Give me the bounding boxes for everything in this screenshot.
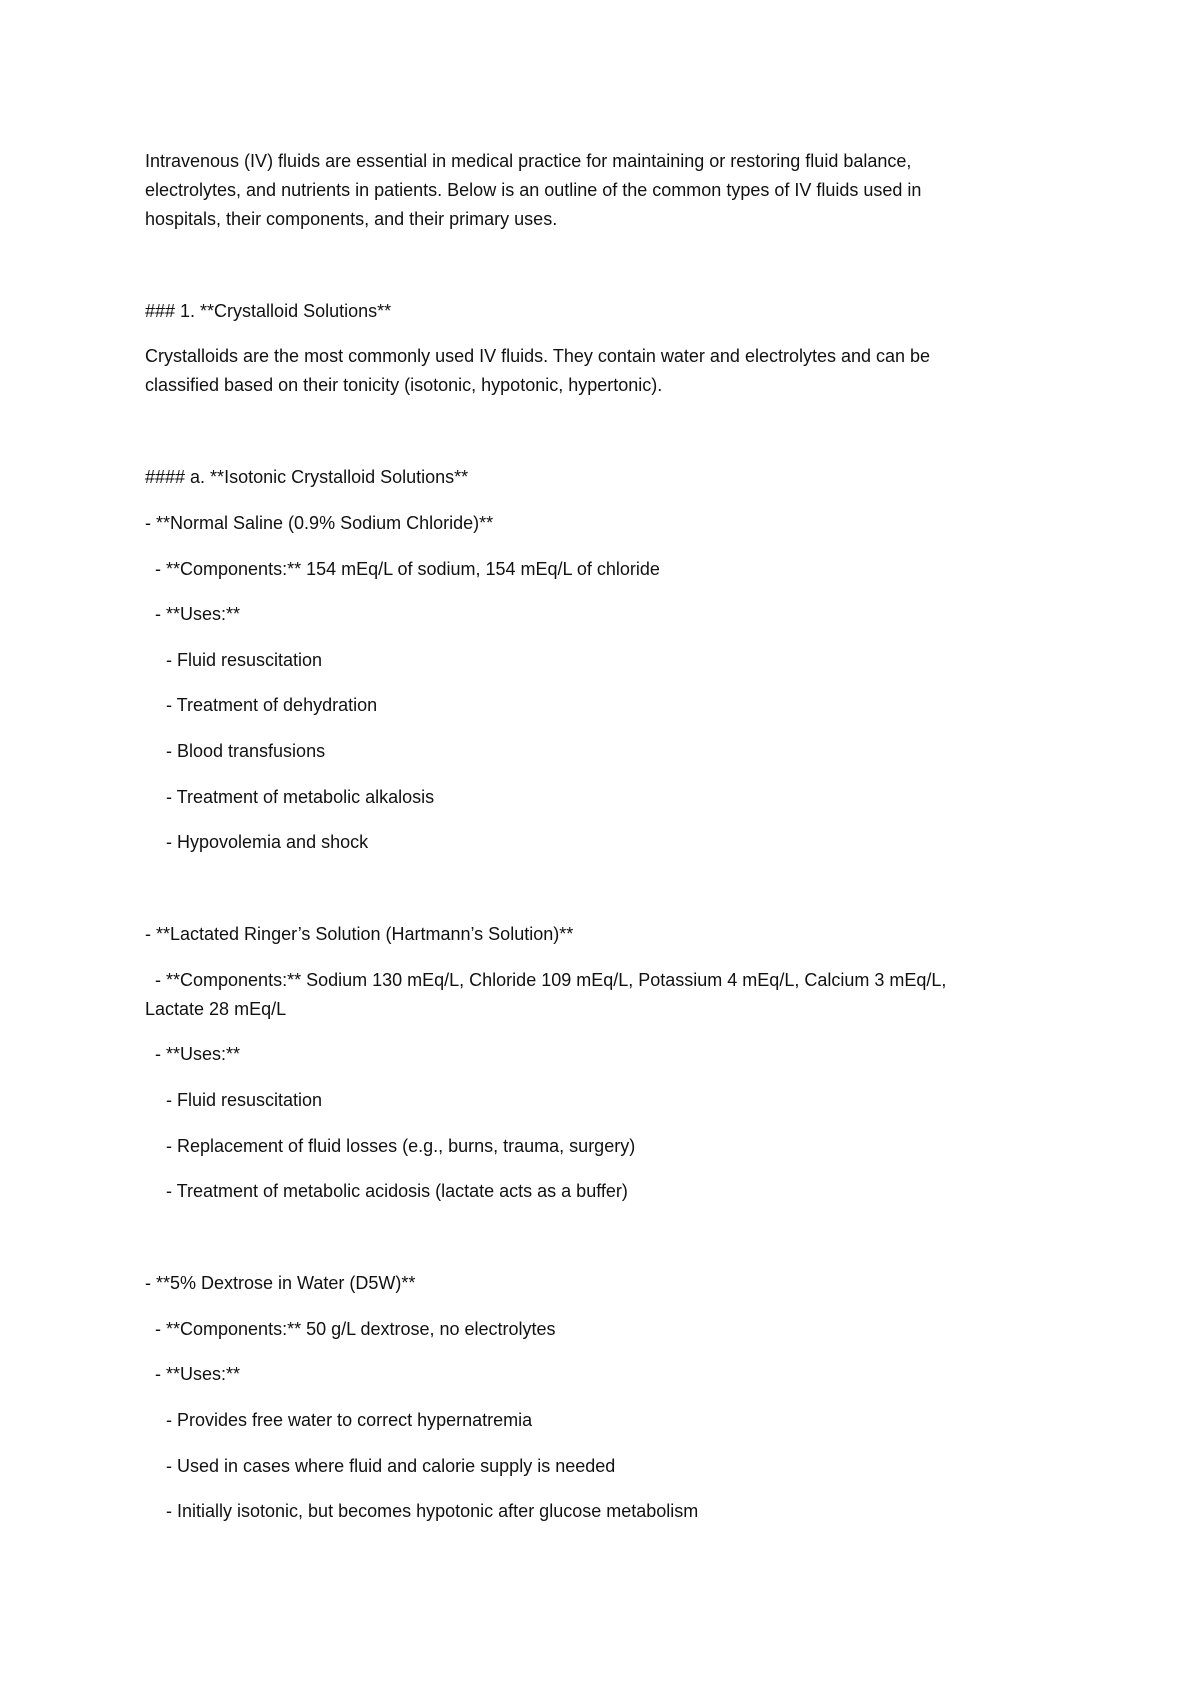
normal-saline-use-item: - Hypovolemia and shock xyxy=(166,832,369,852)
normal-saline-use-item: - Treatment of dehydration xyxy=(166,695,378,715)
lactated-ringers-uses-label: - **Uses:** xyxy=(155,1044,241,1064)
d5w-uses-label: - **Uses:** xyxy=(155,1364,241,1384)
lactated-ringers-components-line-2: Lactate 28 mEq/L xyxy=(145,999,287,1019)
normal-saline-components: - **Components:** 154 mEq/L of sodium, 154 mEq/L of chloride xyxy=(155,559,660,579)
lactated-ringers-use-item: - Fluid resuscitation xyxy=(166,1090,323,1110)
normal-saline-use-item: - Treatment of metabolic alkalosis xyxy=(166,787,435,807)
normal-saline-uses-label: - **Uses:** xyxy=(155,604,241,624)
lactated-ringers-title: - **Lactated Ringer’s Solution (Hartmann’s Solution)** xyxy=(145,924,574,944)
normal-saline-use-item: - Blood transfusions xyxy=(166,741,326,761)
subsection-a-heading: #### a. **Isotonic Crystalloid Solutions** xyxy=(145,467,469,487)
d5w-use-item: - Provides free water to correct hypernatremia xyxy=(166,1410,533,1430)
d5w-use-item: - Initially isotonic, but becomes hypotonic after glucose metabolism xyxy=(166,1501,699,1521)
section-1-body-line-2: classified based on their tonicity (isotonic, hypotonic, hypertonic). xyxy=(145,375,663,395)
section-1-body-line-1: Crystalloids are the most commonly used IV fluids. They contain water and electrolytes and can be xyxy=(145,346,931,366)
normal-saline-title: - **Normal Saline (0.9% Sodium Chloride)** xyxy=(145,513,494,533)
lactated-ringers-components-line-1: - **Components:** Sodium 130 mEq/L, Chloride 109 mEq/L, Potassium 4 mEq/L, Calcium 3 mEq/L, xyxy=(155,970,947,990)
section-1-heading: ### 1. **Crystalloid Solutions** xyxy=(145,301,392,321)
d5w-title: - **5% Dextrose in Water (D5W)** xyxy=(145,1273,416,1293)
d5w-use-item: - Used in cases where fluid and calorie supply is needed xyxy=(166,1456,616,1476)
intro-line-1: Intravenous (IV) fluids are essential in medical practice for maintaining or restoring fluid balance, xyxy=(145,151,912,171)
lactated-ringers-use-item: - Replacement of fluid losses (e.g., burns, trauma, surgery) xyxy=(166,1136,636,1156)
lactated-ringers-use-item: - Treatment of metabolic acidosis (lactate acts as a buffer) xyxy=(166,1181,628,1201)
intro-line-3: hospitals, their components, and their primary uses. xyxy=(145,209,558,229)
normal-saline-use-item: - Fluid resuscitation xyxy=(166,650,323,670)
intro-line-2: electrolytes, and nutrients in patients. Below is an outline of the common types of IV fluids used in xyxy=(145,180,922,200)
d5w-components: - **Components:** 50 g/L dextrose, no electrolytes xyxy=(155,1319,556,1339)
